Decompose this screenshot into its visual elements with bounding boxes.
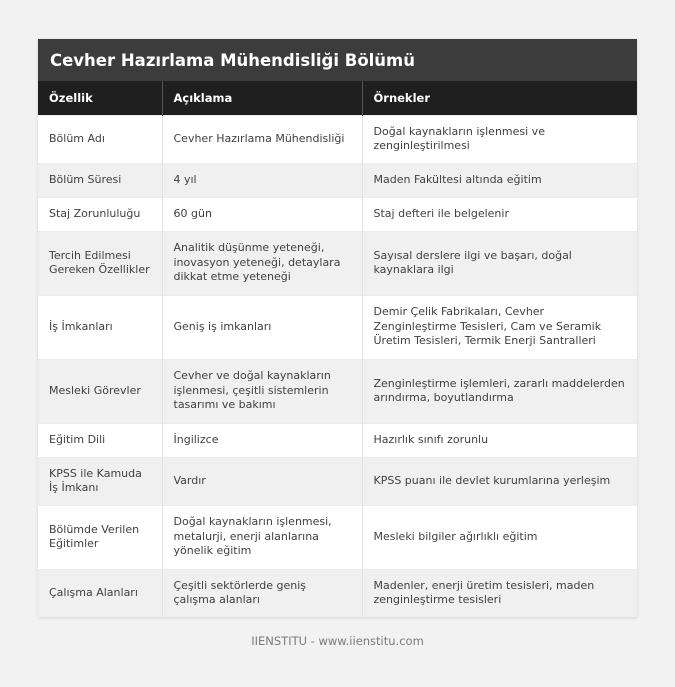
table-card [38, 39, 637, 617]
table-row [38, 457, 637, 505]
cell-feature: İş İmkanları [38, 295, 162, 359]
table-row [38, 231, 637, 295]
table-row [38, 295, 637, 359]
column-header-description: Açıklama [162, 81, 362, 115]
cell-feature: Bölüm Adı [38, 115, 162, 163]
table-row [38, 163, 637, 197]
cell-feature: Bölüm Süresi [38, 163, 162, 197]
table-row [38, 359, 637, 423]
column-header-examples: Örnekler [362, 81, 637, 115]
table-header-row [38, 81, 637, 115]
cell-description: Vardır [162, 457, 362, 505]
cell-feature: Eğitim Dili [38, 423, 162, 457]
footer-credit: IIENSTITU - www.iienstitu.com [251, 634, 424, 648]
cell-examples: Sayısal derslere ilgi ve başarı, doğal kaynaklara ilgi [362, 231, 637, 295]
cell-description: Çeşitli sektörlerde geniş çalışma alanları [162, 569, 362, 617]
table-row [38, 197, 637, 231]
table-row [38, 423, 637, 457]
cell-description: 60 gün [162, 197, 362, 231]
cell-description: Cevher Hazırlama Mühendisliği [162, 115, 362, 163]
cell-description: İngilizce [162, 423, 362, 457]
table-row [38, 569, 637, 617]
cell-description: 4 yıl [162, 163, 362, 197]
cell-examples: Mesleki bilgiler ağırlıklı eğitim [362, 505, 637, 569]
cell-examples: Staj defteri ile belgelenir [362, 197, 637, 231]
cell-feature: Bölümde Verilen Eğitimler [38, 505, 162, 569]
cell-feature: Çalışma Alanları [38, 569, 162, 617]
table-row [38, 505, 637, 569]
cell-description: Geniş iş imkanları [162, 295, 362, 359]
cell-examples: Maden Fakültesi altında eğitim [362, 163, 637, 197]
cell-examples: KPSS puanı ile devlet kurumlarına yerleşim [362, 457, 637, 505]
cell-feature: KPSS ile Kamuda İş İmkanı [38, 457, 162, 505]
cell-examples: Madenler, enerji üretim tesisleri, maden zenginleştirme tesisleri [362, 569, 637, 617]
cell-examples: Demir Çelik Fabrikaları, Cevher Zenginleştirme Tesisleri, Cam ve Seramik Üretim Tesisleri, Termik Enerji Santralleri [362, 295, 637, 359]
cell-feature: Staj Zorunluluğu [38, 197, 162, 231]
cell-description: Doğal kaynakların işlenmesi, metalurji, enerji alanlarına yönelik eğitim [162, 505, 362, 569]
cell-description: Analitik düşünme yeteneği, inovasyon yeteneği, detaylara dikkat etme yeteneği [162, 231, 362, 295]
cell-examples: Doğal kaynakların işlenmesi ve zenginleştirilmesi [362, 115, 637, 163]
cell-description: Cevher ve doğal kaynakların işlenmesi, çeşitli sistemlerin tasarımı ve bakımı [162, 359, 362, 423]
cell-feature: Mesleki Görevler [38, 359, 162, 423]
info-table [38, 81, 637, 617]
cell-examples: Hazırlık sınıfı zorunlu [362, 423, 637, 457]
cell-feature: Tercih Edilmesi Gereken Özellikler [38, 231, 162, 295]
table-title: Cevher Hazırlama Mühendisliği Bölümü [38, 39, 637, 81]
cell-examples: Zenginleştirme işlemleri, zararlı maddelerden arındırma, boyutlandırma [362, 359, 637, 423]
column-header-feature: Özellik [38, 81, 162, 115]
table-row [38, 115, 637, 163]
